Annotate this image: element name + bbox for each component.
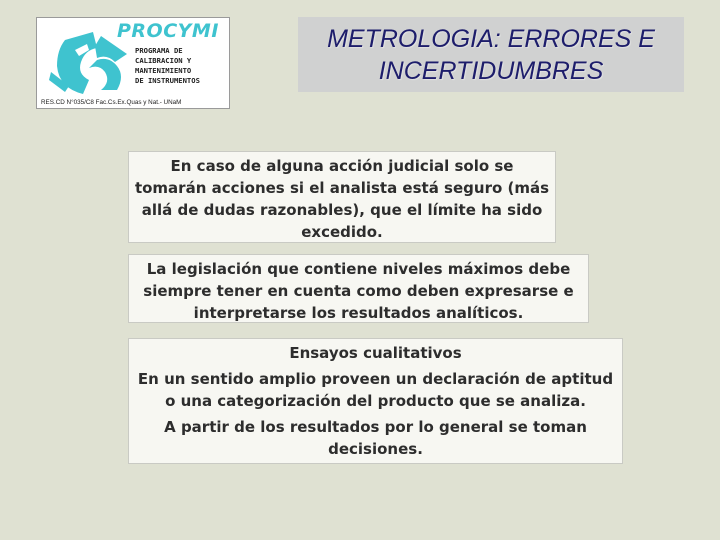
logo-description xyxy=(135,46,229,86)
panel-heading: Ensayos cualitativos xyxy=(289,344,462,362)
panel-text-line: o una categorización del producto que se analiza. xyxy=(165,392,586,410)
legislation-panel xyxy=(128,254,589,323)
panel-text-line: decisiones. xyxy=(328,440,423,458)
slide-title-line: INCERTIDUMBRES xyxy=(378,56,604,85)
logo-description-line: PROGRAMA DE xyxy=(135,46,183,55)
panel-text-line: siempre tener en cuenta como deben expresarse e xyxy=(143,282,574,300)
panel-text-line: En un sentido amplio proveen un declaración de aptitud xyxy=(137,370,614,388)
logo-footer: RES.CD N°035/C8 Fac.Cs.Ex.Quas y Nat.- UNaM xyxy=(41,99,182,106)
logo-name: PROCYMI xyxy=(117,20,219,42)
procymi-logo xyxy=(36,17,230,109)
slide-title-box xyxy=(298,17,684,92)
panel-text-line: A partir de los resultados por lo general se toman xyxy=(164,418,587,436)
logo-description-line: MANTENIMIENTO xyxy=(135,66,192,75)
slide-title-line: METROLOGIA: ERRORES E xyxy=(327,24,655,53)
panel-text-line: excedido. xyxy=(301,223,383,241)
panel-text-line: tomarán acciones si el analista está seguro (más xyxy=(134,179,550,197)
panel-text-line: allá de dudas razonables), que el límite ha sido xyxy=(141,201,543,219)
panel-text-line: En caso de alguna acción judicial solo se xyxy=(170,157,514,175)
panel-text-line: interpretarse los resultados analíticos. xyxy=(193,304,524,322)
logo-description-line: CALIBRACION Y xyxy=(135,56,192,65)
judicial-action-panel xyxy=(128,151,556,243)
slide-title xyxy=(327,23,655,87)
panel-text-line: La legislación que contiene niveles máximos debe xyxy=(146,260,571,278)
logo-description-line: DE INSTRUMENTOS xyxy=(135,76,200,85)
qualitative-tests-panel xyxy=(128,338,623,464)
